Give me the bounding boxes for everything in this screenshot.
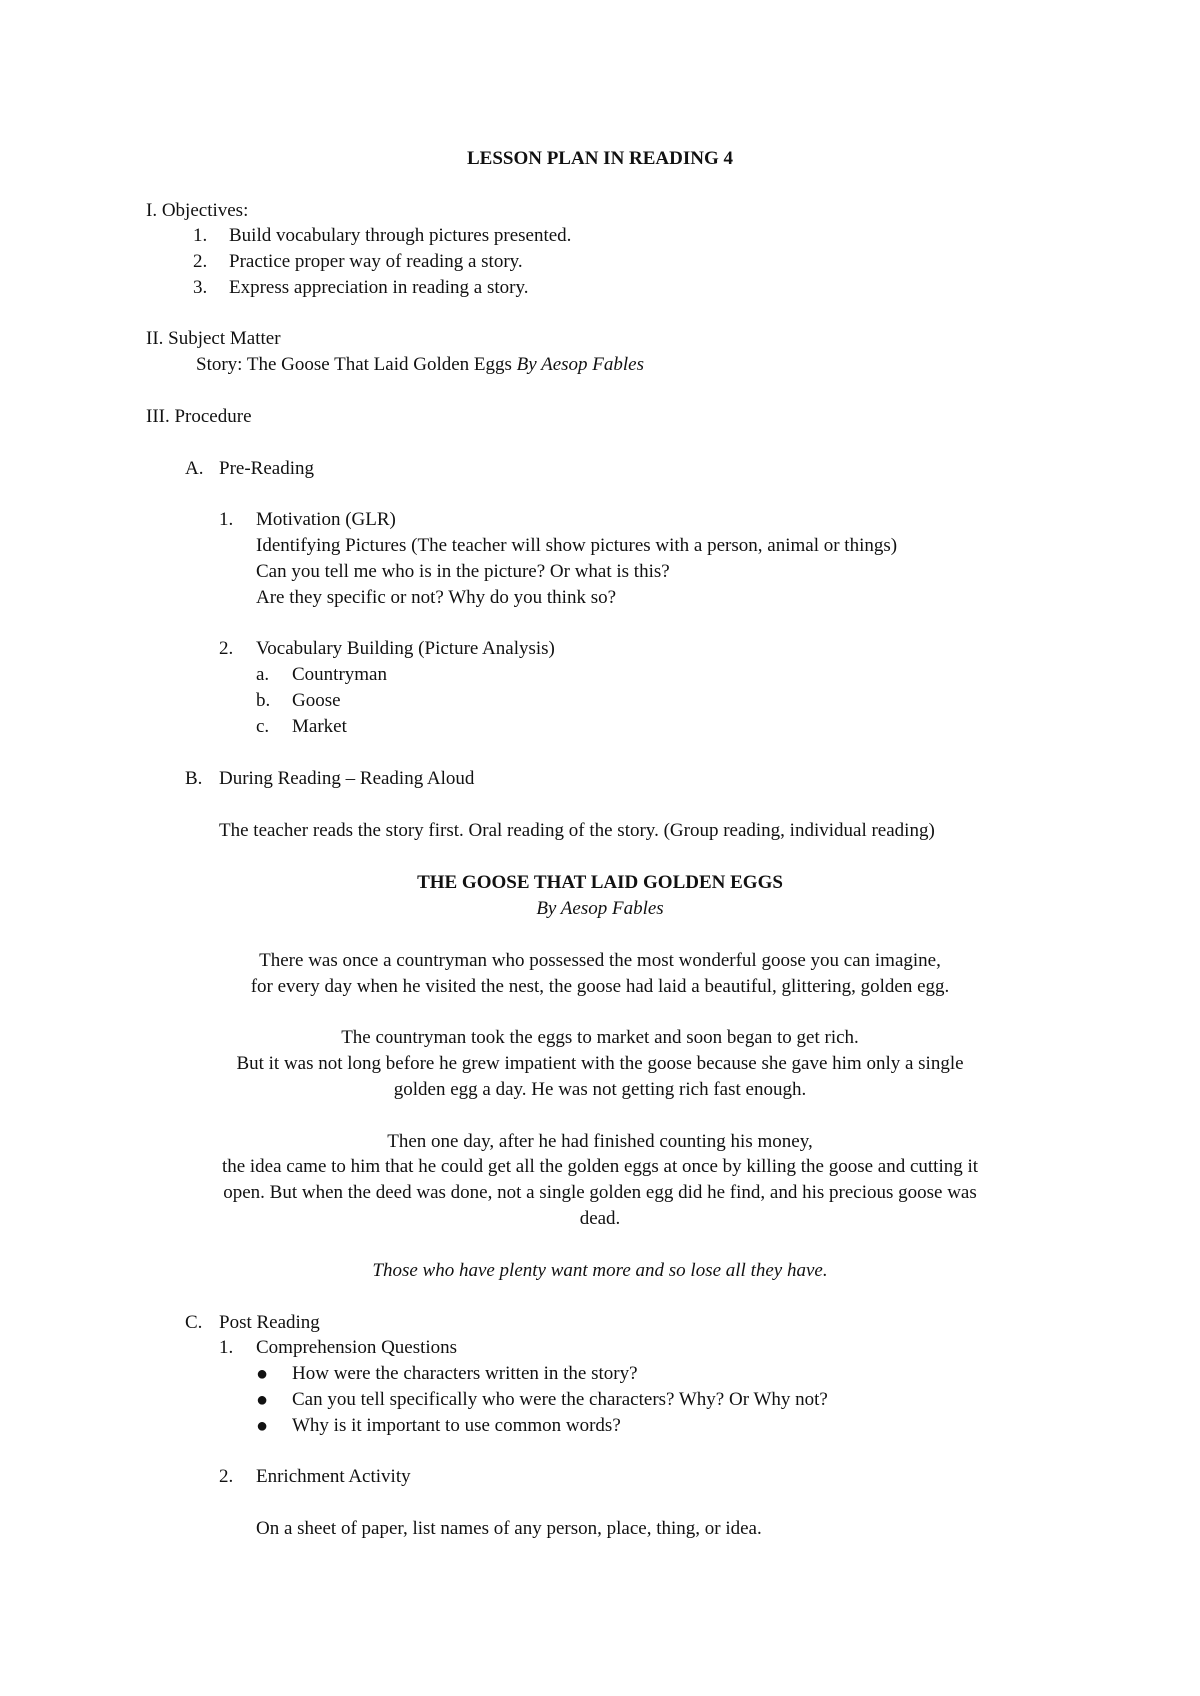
story-line: dead. <box>579 1208 621 1229</box>
story-line: Then one day, after he had finished counting his money, <box>387 1131 813 1152</box>
during-reading-label: During Reading – Reading Aloud <box>219 768 475 789</box>
enrichment-text: On a sheet of paper, list names of any person, place, thing, or idea. <box>256 1518 762 1539</box>
post-reading-label: Post Reading <box>219 1312 320 1333</box>
story-moral: Those who have plenty want more and so lose all they have. <box>372 1260 828 1281</box>
bullet-icon: ● <box>256 1389 269 1411</box>
vocabulary-word: Countryman <box>292 664 387 685</box>
vocabulary-letter: a. <box>256 664 270 685</box>
vocabulary-letter: b. <box>256 690 271 711</box>
story-line: But it was not long before he grew impatient with the goose because she gave him only a single <box>236 1053 964 1074</box>
motivation-number: 1. <box>219 509 234 530</box>
subject-matter-story <box>196 352 644 378</box>
objective-number: 3. <box>193 277 208 298</box>
story-line: for every day when he visited the nest, the goose had laid a beautiful, glittering, golden egg. <box>250 976 950 997</box>
story-line: The countryman took the eggs to market and soon began to get rich. <box>341 1027 859 1048</box>
vocabulary-word: Goose <box>292 690 341 711</box>
objective-number: 2. <box>193 251 208 272</box>
story-title: THE GOOSE THAT LAID GOLDEN EGGS <box>417 872 783 893</box>
section-letter: A. <box>185 458 204 479</box>
objective-text: Express appreciation in reading a story. <box>229 277 529 298</box>
during-reading-instruction: The teacher reads the story first. Oral reading of the story. (Group reading, individual reading) <box>219 820 935 841</box>
comprehension-title: Comprehension Questions <box>256 1337 458 1358</box>
vocabulary-word: Market <box>292 716 347 737</box>
vocabulary-letter: c. <box>256 716 270 737</box>
comprehension-number: 1. <box>219 1337 234 1358</box>
objective-number: 1. <box>193 225 208 246</box>
motivation-line: Identifying Pictures (The teacher will show pictures with a person, animal or things) <box>256 535 898 556</box>
objective-text: Build vocabulary through pictures presented. <box>229 225 572 246</box>
objectives-heading: I. Objectives: <box>146 200 249 221</box>
pre-reading-label: Pre-Reading <box>219 458 314 479</box>
enrichment-title: Enrichment Activity <box>256 1466 411 1487</box>
bullet-icon: ● <box>256 1415 269 1437</box>
procedure-heading: III. Procedure <box>146 406 252 427</box>
vocabulary-number: 2. <box>219 638 234 659</box>
enrichment-number: 2. <box>219 1466 234 1487</box>
motivation-title: Motivation (GLR) <box>256 509 396 530</box>
motivation-line: Can you tell me who is in the picture? Or what is this? <box>256 561 670 582</box>
comprehension-question: Why is it important to use common words? <box>292 1415 621 1436</box>
comprehension-question: How were the characters written in the story? <box>292 1363 638 1384</box>
bullet-icon: ● <box>256 1363 269 1385</box>
story-byline: By Aesop Fables <box>536 898 664 919</box>
comprehension-question: Can you tell specifically who were the characters? Why? Or Why not? <box>292 1389 828 1410</box>
objective-text: Practice proper way of reading a story. <box>229 251 523 272</box>
story-line: There was once a countryman who possessed the most wonderful goose you can imagine, <box>259 950 941 971</box>
page-title: LESSON PLAN IN READING 4 <box>466 148 734 169</box>
motivation-line: Are they specific or not? Why do you think so? <box>256 587 617 608</box>
vocabulary-title: Vocabulary Building (Picture Analysis) <box>256 638 555 659</box>
story-line: open. But when the deed was done, not a single golden egg did he find, and his precious goose was <box>223 1182 977 1203</box>
story-label: Story: The Goose That Laid Golden Eggs <box>196 354 512 375</box>
story-line: golden egg a day. He was not getting rich fast enough. <box>393 1079 807 1100</box>
story-line: the idea came to him that he could get all the golden eggs at once by killing the goose and cutting it <box>221 1156 979 1177</box>
section-letter: B. <box>185 768 203 789</box>
story-author: By Aesop Fables <box>516 354 645 375</box>
subject-matter-heading: II. Subject Matter <box>146 328 281 349</box>
section-letter: C. <box>185 1312 203 1333</box>
